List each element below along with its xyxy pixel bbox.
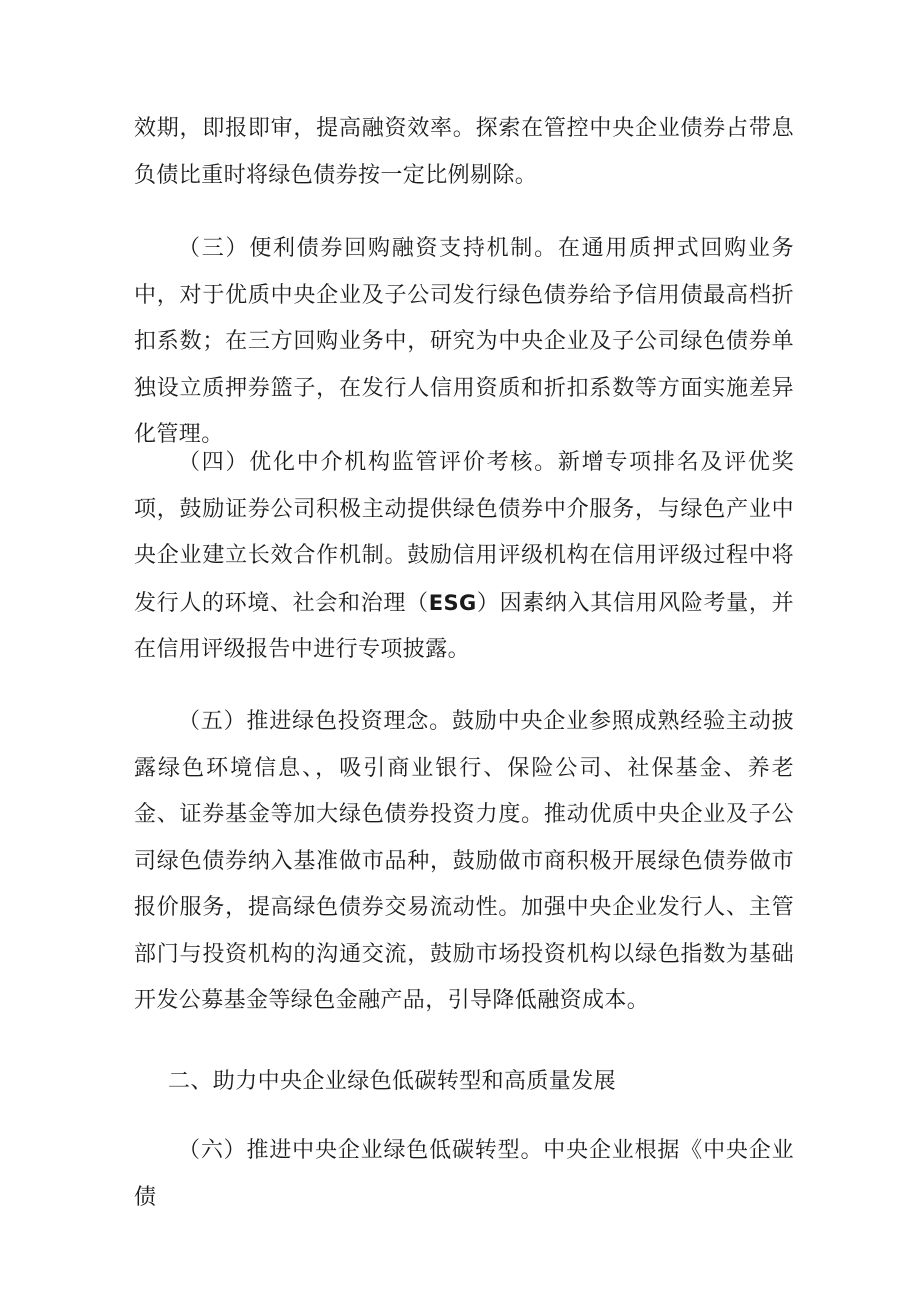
paragraph-item-6: （六）推进中央企业绿色低碳转型。中央企业根据《中央企业债 [134,1138,794,1210]
esg-term: ESG [428,590,477,615]
paragraph-item-3: （三）便利债券回购融资支持机制。在通用质押式回购业务中，对于优质中央企业及子公司发行绿色债券给予信用债最高档折扣系数；在三方回购业务中，研究为中央企业及子公司绿色债券单独设立质押券篮子，在发行人信用资质和折扣系数等方面实施差异化管理。 [134,236,794,447]
paragraph-item-5: （五）推进绿色投资理念。鼓励中央企业参照成熟经验主动披露绿色环境信息、，吸引商业银行、保险公司、社保基金、养老金、证券基金等加大绿色债券投资力度。推动优质中央企业及子公司绿色债券纳入基准做市品种，鼓励做市商积极开展绿色债券做市报价服务，提高绿色债券交易流动性。加强中央企业发行人、主管部门与投资机构的沟通交流，鼓励市场投资机构以绿色指数为基础开发公募基金等绿色金融产品，引导降低融资成本。 [134,709,794,1013]
paragraph-item-4 [134,440,794,674]
section-heading-2: 二、助力中央企业绿色低碳转型和高质量发展 [168,1069,617,1094]
paragraph-item-4-text-b: ）因素纳入其信用风险考量，并在信用评级报告中进行专项披露。 [134,590,794,662]
paragraph-item-4-text-a: （四）优化中介机构监管评价考核。新增专项排名及评优奖项，鼓励证券公司积极主动提供绿色债券中介服务，与绿色产业中央企业建立长效合作机制。鼓励信用评级机构在信用评级过程中将发行人的环境、社会和治理（ [134,450,794,616]
paragraph-continuation: 效期，即报即审，提高融资效率。探索在管控中央企业债券占带息负债比重时将绿色债券按一定比例剔除。 [134,116,794,188]
